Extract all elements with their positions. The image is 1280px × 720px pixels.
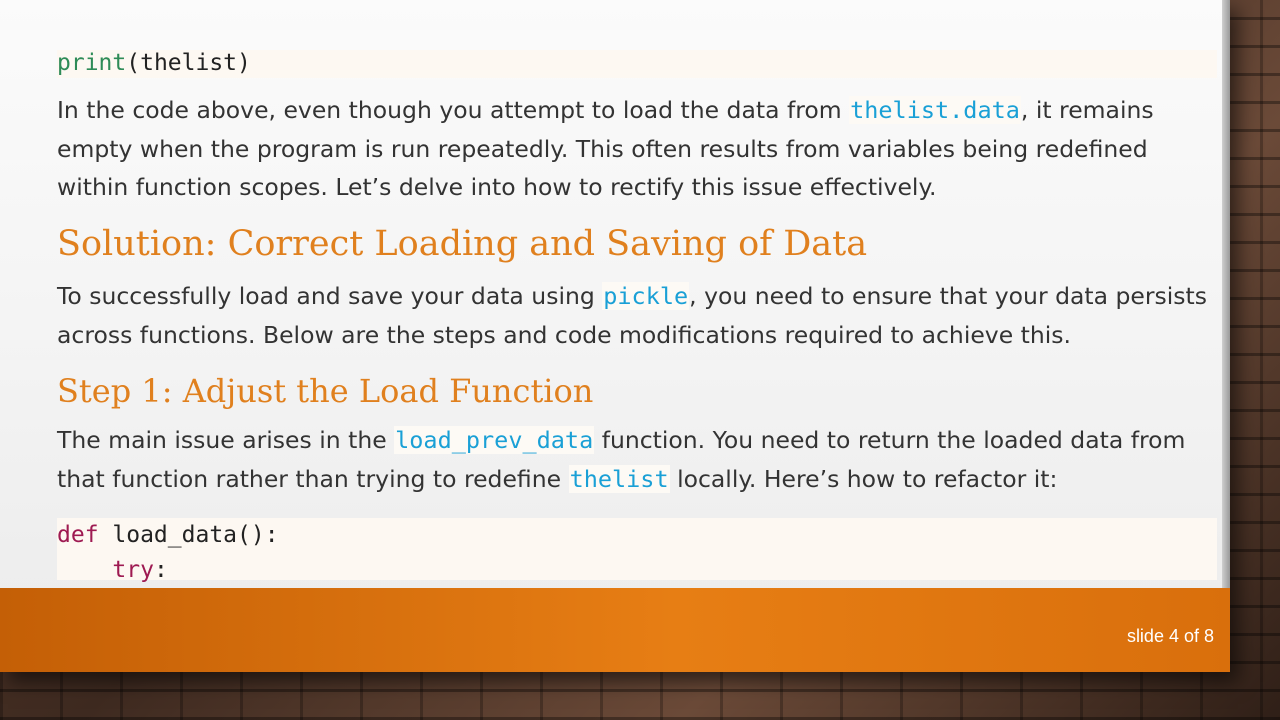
inline-code-load-prev-data: load_prev_data	[395, 426, 594, 454]
code-line-2	[57, 553, 1217, 588]
slide-footer	[0, 588, 1230, 672]
code-indent	[57, 557, 112, 583]
code-snippet-print	[57, 50, 1217, 78]
code-line-1	[57, 518, 1217, 553]
text: , it remains empty when the program is run repeatedly. This often results from variables being redefined within function scopes. Let’s delve into how to rectify this issue effectively.	[57, 96, 1154, 201]
code-keyword-def: def	[57, 522, 99, 548]
code-block-load-data	[57, 518, 1217, 583]
heading-solution: Solution: Correct Loading and Saving of Data	[57, 224, 868, 264]
code-line	[57, 50, 251, 76]
text: function. You need to return the loaded data from that function rather than trying to redefine	[57, 426, 1186, 493]
code-keyword-try: try	[112, 557, 154, 583]
text: , you need to ensure that your data persists across functions. Below are the steps and code modifications required to achieve this.	[57, 282, 1207, 349]
heading-step-1: Step 1: Adjust the Load Function	[57, 372, 594, 410]
paragraph-step-1	[57, 421, 1217, 498]
text: To successfully load and save your data using	[57, 282, 603, 310]
text: The main issue arises in the	[57, 426, 395, 454]
code-function-name: print	[57, 50, 127, 76]
inline-code-pickle: pickle	[603, 282, 689, 310]
inline-code-thelist: thelist	[569, 464, 669, 493]
slide-edge	[1222, 0, 1230, 672]
code-text: load_data():	[98, 522, 279, 548]
code-arguments: (thelist)	[126, 50, 251, 76]
text: locally. Here’s how to refactor it:	[669, 464, 1058, 493]
slide-number: slide 4 of 8	[1126, 626, 1214, 646]
paragraph-intro	[57, 91, 1217, 207]
paragraph-solution	[57, 277, 1217, 354]
code-text: :	[153, 557, 168, 583]
inline-code-thelist-data: thelist.data	[850, 96, 1020, 124]
text: In the code above, even though you attempt to load the data from	[57, 96, 850, 124]
